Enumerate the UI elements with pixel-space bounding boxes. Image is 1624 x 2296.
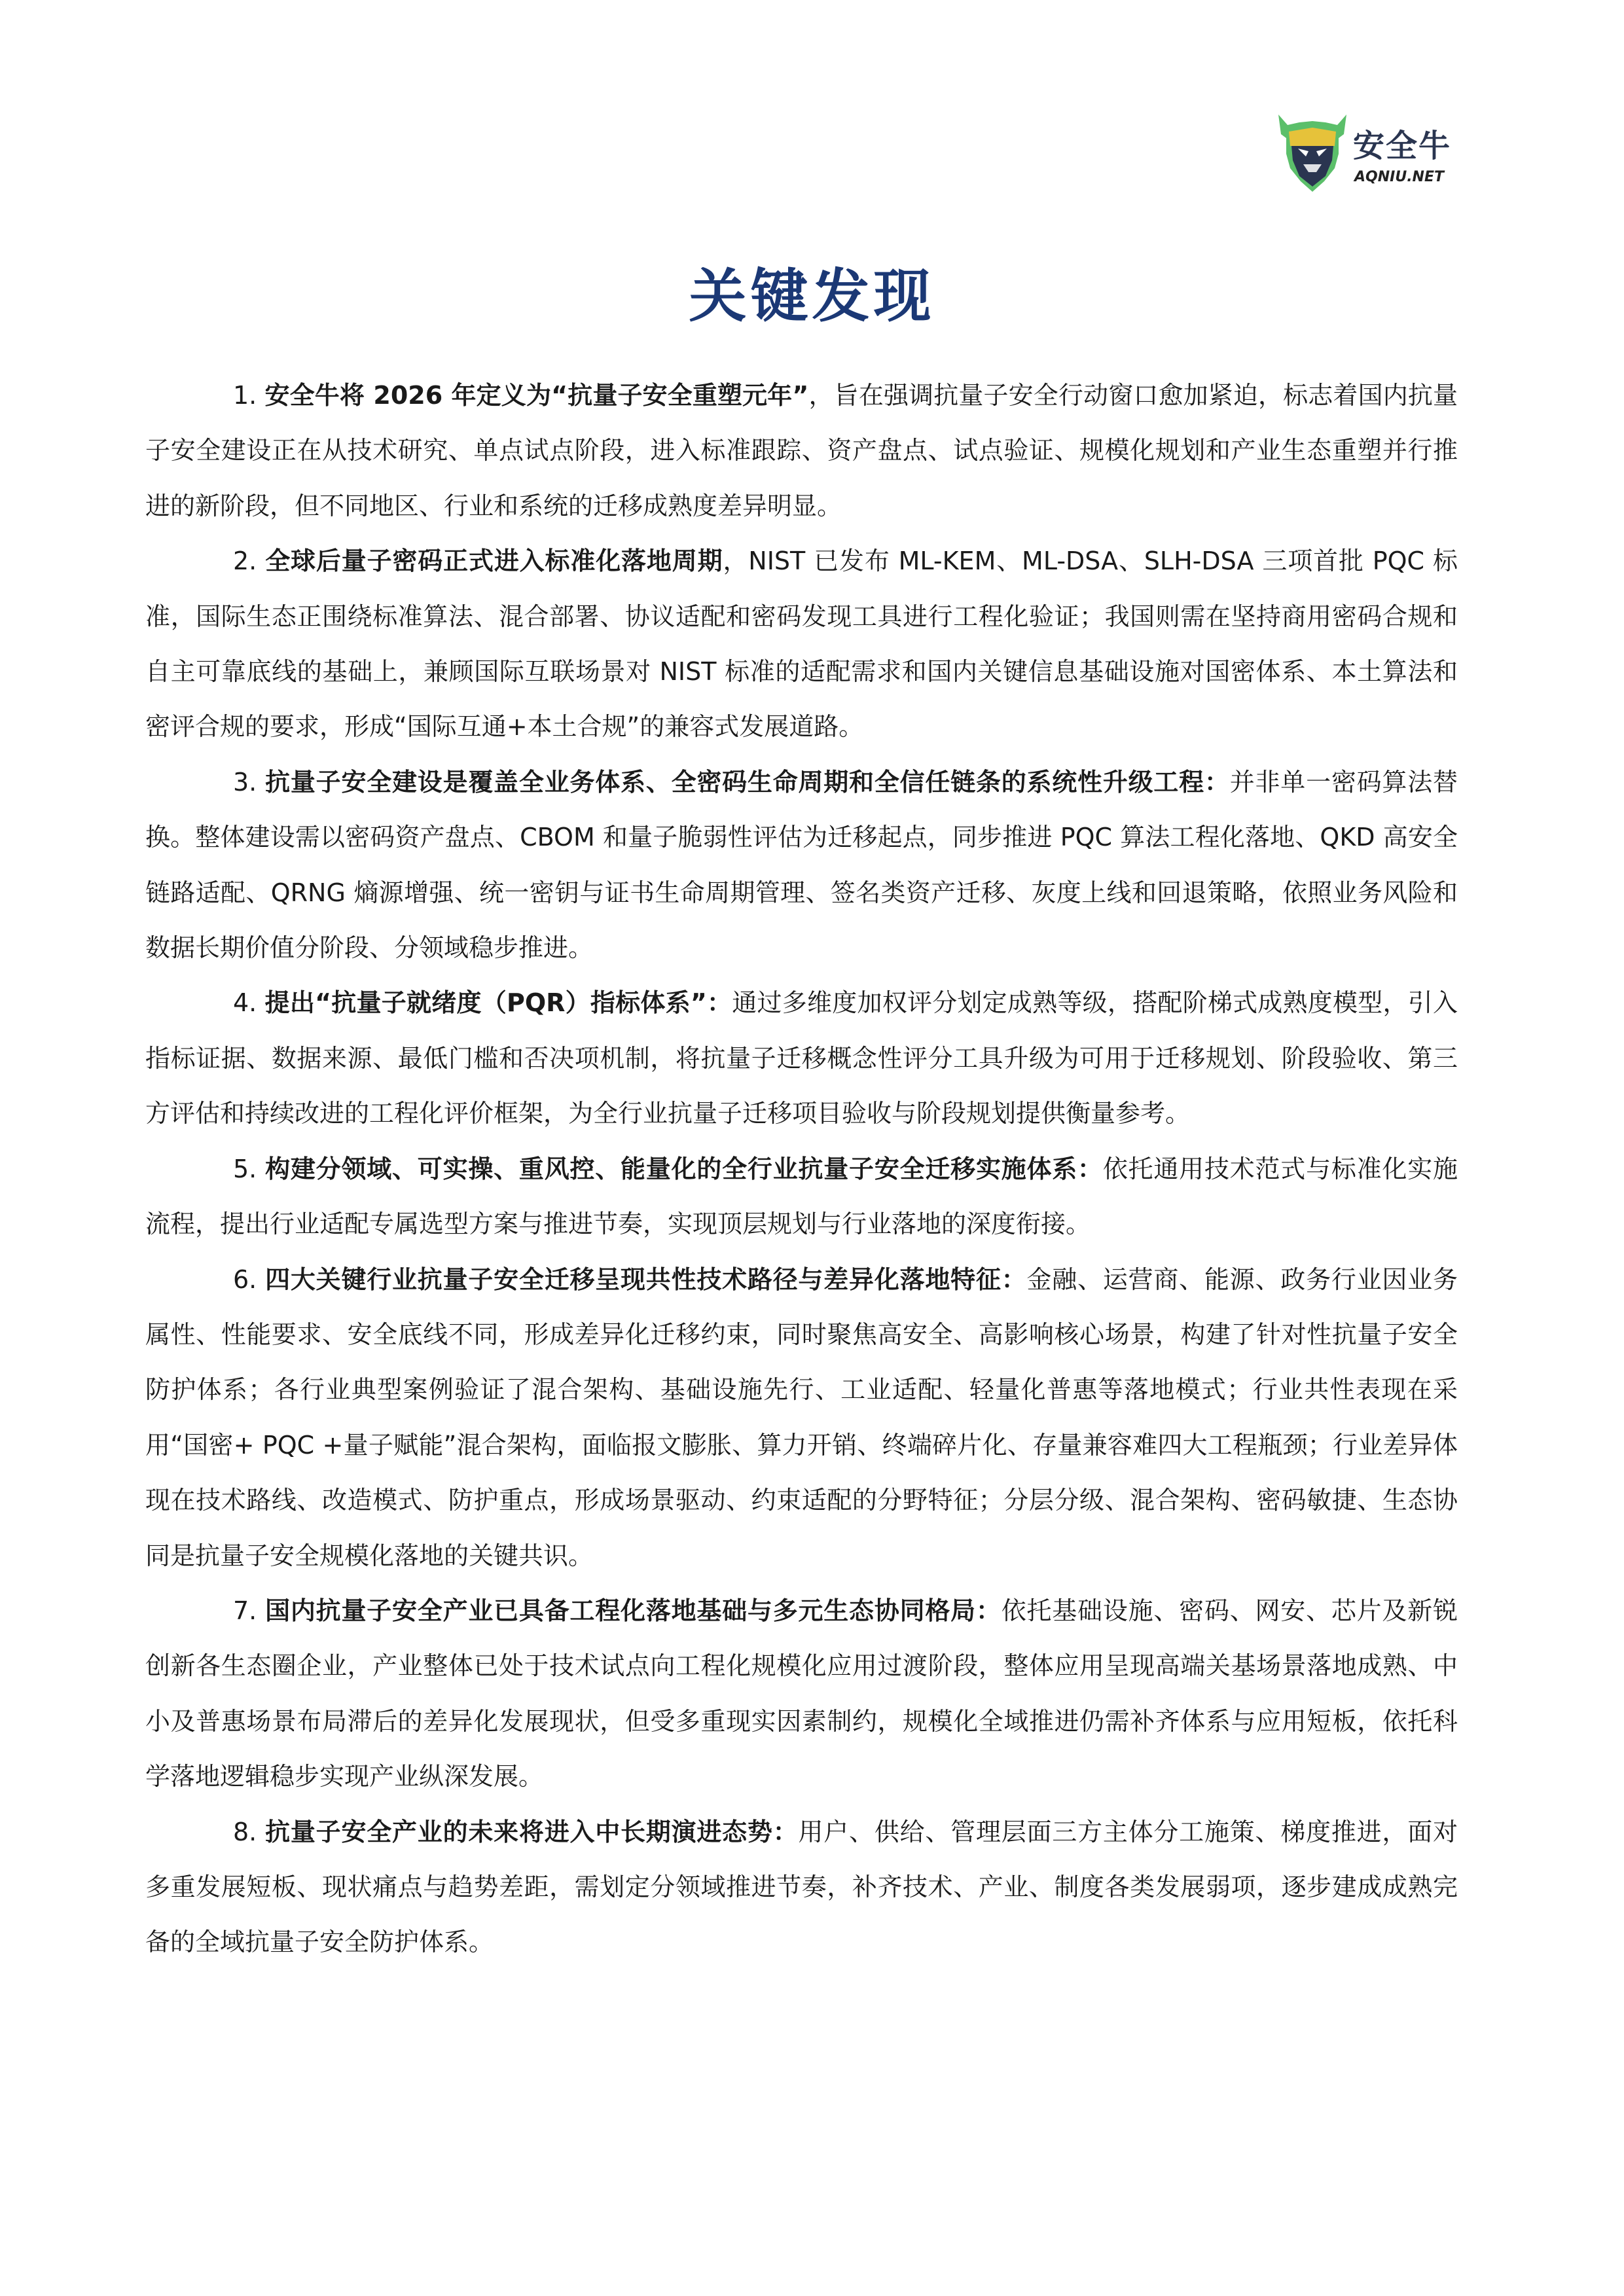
finding-heading: 全球后量子密码正式进入标准化落地周期 [265, 547, 723, 576]
bull-head-shield-icon [1273, 108, 1352, 196]
finding-number: 5. [233, 1154, 257, 1183]
logo-title: 安全牛 [1353, 128, 1452, 164]
finding-text: ，旨在强调抗量子安全行动窗口愈加紧迫，标志着国内抗量子安全建设正在从技术研究、单点试点阶段，进入标准跟踪、资产盘点、试点验证、规模化规划和产业生态重塑并行推进的新阶段，但不同地区、行业和系统的迁移成熟度差异明显。 [145, 381, 1458, 520]
finding-text: ，NIST 已发布 ML-KEM、ML-DSA、SLH-DSA 三项首批 PQC 标准，国际生态正围绕标准算法、混合部署、协议适配和密码发现工具进行工程化验证；我国则需在坚持商用密码合规和自主可靠底线的基础上，兼顾国际互联场景对 NIST 标准的适配需求和国内关键信息基础设施对国密体系、本土算法和密评合规的要求，形成“国际互通+本土合规”的兼容式发展道路。 [145, 547, 1458, 742]
finding-text: 依托通用技术范式与标准化实施流程，提出行业适配专属选型方案与推进节奏，实现顶层规划与行业落地的深度衔接。 [145, 1154, 1458, 1239]
finding-heading: 四大关键行业抗量子安全迁移呈现共性技术路径与差异化落地特征： [265, 1265, 1027, 1294]
finding-item [145, 368, 1458, 533]
finding-heading: 抗量子安全建设是覆盖全业务体系、全密码生命周期和全信任链条的系统性升级工程： [265, 767, 1230, 797]
findings-list [145, 368, 1458, 1970]
page-title: 关键发现 [689, 262, 935, 330]
finding-item [145, 1583, 1458, 1804]
finding-heading: 安全牛将 2026 年定义为“抗量子安全重塑元年” [264, 381, 809, 410]
finding-item [145, 755, 1458, 976]
finding-number: 3. [233, 767, 257, 797]
finding-number: 8. [233, 1817, 257, 1846]
finding-item [145, 1804, 1458, 1970]
finding-heading: 国内抗量子安全产业已具备工程化落地基础与多元生态协同格局： [265, 1596, 1001, 1625]
finding-item [145, 533, 1458, 755]
logo-subtitle: AQNIU.NET [1354, 169, 1444, 185]
finding-heading: 提出“抗量子就绪度（PQR）指标体系”： [264, 988, 732, 1018]
finding-number: 7. [233, 1596, 257, 1625]
finding-text: 通过多维度加权评分划定成熟等级，搭配阶梯式成熟度模型，引入指标证据、数据来源、最低门槛和否决项机制，将抗量子迁移概念性评分工具升级为可用于迁移规划、阶段验收、第三方评估和持续改进的工程化评价框架，为全行业抗量子迁移项目验收与阶段规划提供衡量参考。 [145, 988, 1458, 1128]
finding-text: 用户、供给、管理层面三方主体分工施策、梯度推进，面对多重发展短板、现状痛点与趋势差距，需划定分领域推进节奏，补齐技术、产业、制度各类发展弱项，逐步建成成熟完备的全域抗量子安全防护体系。 [145, 1817, 1458, 1957]
finding-item [145, 1252, 1458, 1583]
finding-number: 6. [233, 1265, 257, 1294]
finding-text: 依托基础设施、密码、网安、芯片及新锐创新各生态圈企业，产业整体已处于技术试点向工程化规模化应用过渡阶段，整体应用呈现高端关基场景落地成熟、中小及普惠场景布局滞后的差异化发展现状，但受多重现实因素制约，规模化全域推进仍需补齐体系与应用短板，依托科学落地逻辑稳步实现产业纵深发展。 [145, 1596, 1458, 1791]
finding-text: 并非单一密码算法替换。整体建设需以密码资产盘点、CBOM 和量子脆弱性评估为迁移起点，同步推进 PQC 算法工程化落地、QKD 高安全链路适配、QRNG 熵源增强、统一密钥与证书生命周期管理、签名类资产迁移、灰度上线和回退策略，依照业务风险和数据长期价值分阶段、分领域稳步推进。 [145, 767, 1458, 963]
finding-number: 4. [233, 988, 257, 1018]
finding-text: 金融、运营商、能源、政务行业因业务属性、性能要求、安全底线不同，形成差异化迁移约束，同时聚焦高安全、高影响核心场景，构建了针对性抗量子安全防护体系；各行业典型案例验证了混合架构、基础设施先行、工业适配、轻量化普惠等落地模式；行业共性表现在采用“国密+ PQC +量子赋能”混合架构，面临报文膨胀、算力开销、终端碎片化、存量兼容难四大工程瓶颈；行业差异体现在技术路线、改造模式、防护重点，形成场景驱动、约束适配的分野特征；分层分级、混合架构、密码敏捷、生态协同是抗量子安全规模化落地的关键共识。 [145, 1265, 1458, 1570]
finding-heading: 构建分领域、可实操、重风控、能量化的全行业抗量子安全迁移实施体系： [265, 1154, 1103, 1183]
finding-item [145, 1141, 1458, 1252]
finding-item [145, 975, 1458, 1141]
finding-heading: 抗量子安全产业的未来将进入中长期演进态势： [265, 1817, 799, 1846]
finding-number: 1. [233, 381, 257, 410]
finding-number: 2. [233, 547, 257, 576]
header-logo [1273, 108, 1450, 196]
